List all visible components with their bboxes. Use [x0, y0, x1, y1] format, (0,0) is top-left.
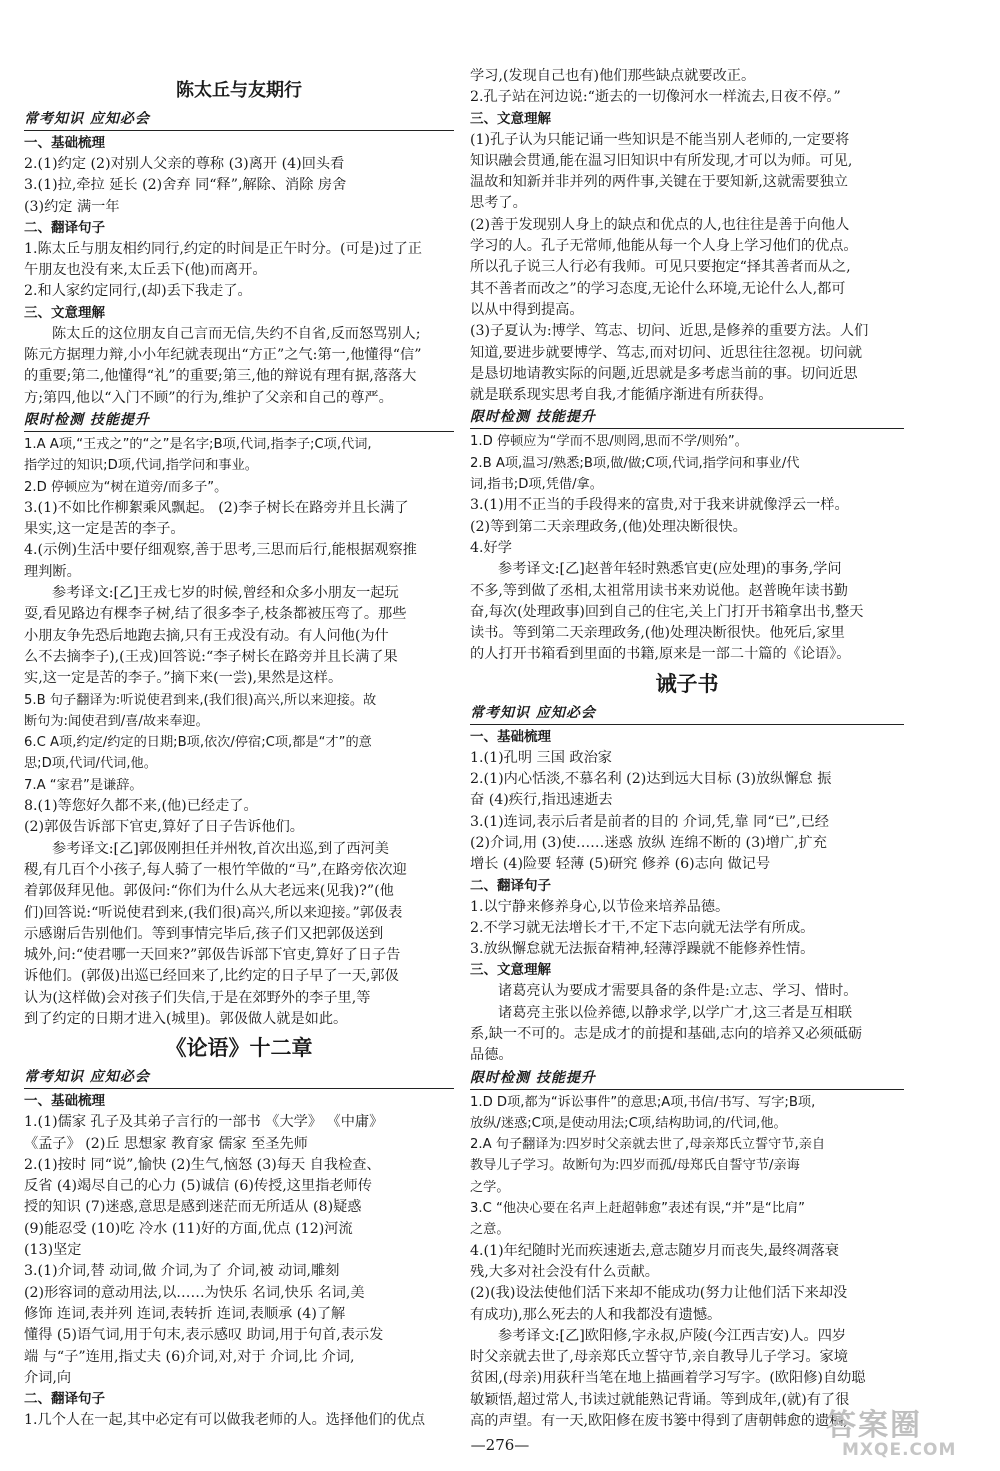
- text-line: 参考译文:[乙]欧阳修,字永叔,庐陵(今江西吉安)人。四岁: [498, 1327, 847, 1344]
- text-line: 诸葛亮主张以俭养德,以静求学,以学广才,这三者是互相联: [498, 1004, 853, 1021]
- text-line: 2.B A项,温习/熟悉;B项,做/做;C项,代词,指学问和事业/代: [470, 455, 800, 471]
- text-line: 8.(1)等您好久都不来,(他)已经走了。: [24, 798, 258, 815]
- text-line: 敏颖悟,超过常人,书读过就能熟记背诵。等到成年,(就)有了很: [470, 1391, 850, 1408]
- text-line: (3)子夏认为:博学、笃志、切问、近思,是修养的重要方法。人们: [470, 323, 869, 340]
- text-line: 稷,有几百个小孩子,每人骑了一根竹竿做的“马”,在路旁依次迎: [24, 861, 407, 878]
- text-line: 2.A 句子翻译为:四岁时父亲就去世了,母亲郑氏立誓守节,亲自: [470, 1137, 826, 1153]
- text-line: 时父亲就去世了,母亲郑氏立誓守节,亲自教导儿子学习。家境: [470, 1349, 848, 1366]
- text-line: 3.(1)连词,表示后者是前者的目的 介词,凭,靠 同“已”,已经: [470, 813, 829, 830]
- text-line: 5.B 句子翻译为:听说使君到来,(我们很)高兴,所以来迎接。故: [24, 692, 377, 708]
- text-line: 3.(1)不如比作柳絮乘风飘起。 (2)李子树长在路旁并且长满了: [24, 499, 409, 516]
- text-line: 知识融会贯通,能在温习旧知识中有所发现,才可以为师。可见,: [470, 152, 853, 169]
- text-line: 的人打开书箱看到里面的书籍,原来是一部二十篇的《论语》。: [470, 646, 851, 663]
- text-line: 方;第四,他以“入门不顾”的行为,维护了父亲和自己的尊严。: [24, 389, 393, 406]
- subheading: 一、基础梳理: [24, 1093, 105, 1110]
- text-line: 到了约定的日期才进入(城里)。郭伋做人就是如此。: [24, 1010, 348, 1027]
- text-line: 2.(1)约定 (2)对别人父亲的尊称 (3)离开 (4)回头看: [24, 156, 345, 172]
- text-line: 么不去摘李子),(王戎)回答说:“李子树长在路旁并且长满了果: [24, 648, 398, 665]
- text-line: 高的声望。有一天,欧阳修在废书篓中得到了唐朝韩愈的遗稿,: [470, 1413, 848, 1430]
- section-banner: 限时检测 技能提升: [24, 409, 454, 432]
- text-line: 2.(1)按时 同“说”,愉快 (2)生气,恼怒 (3)每天 自我检查、: [24, 1156, 381, 1173]
- text-line: 诸葛亮认为要成才需要具备的条件是:立志、学习、惜时。: [498, 983, 858, 1000]
- text-line: 耍,看见路边有棵李子树,结了很多李子,枝条都被压弯了。那些: [24, 606, 407, 623]
- text-line: 2.D 停顿应为“树在道旁/而多子”。: [24, 479, 228, 495]
- text-line: 6.C A项,约定/约定的日期;B项,依次/停宿;C项,都是“才”的意: [24, 735, 372, 751]
- text-line: 思;D项,代词/代词,他。: [24, 756, 157, 772]
- text-line: 7.A “家君”是谦辞。: [24, 777, 143, 793]
- text-line: 2.(1)内心恬淡,不慕名利 (2)达到远大目标 (3)放纵懈怠 振: [470, 771, 832, 788]
- text-line: 陈太丘的这位朋友自己言而无信,失约不自省,反而怒骂别人;: [52, 325, 421, 342]
- watermark-text: 答案圈: [826, 1408, 922, 1443]
- subheading: 二、翻译句子: [24, 219, 105, 236]
- text-line: 1.陈太丘与朋友相约同行,约定的时间是正午时分。(可是)过了正: [24, 240, 422, 257]
- text-line: 诉他们。(郭伋)出巡已经回来了,比约定的日子早了一天,郭伋: [24, 968, 399, 985]
- right-column: [470, 66, 904, 1432]
- text-line: 奋,每次(处理政事)回到自己的住宅,关上门打开书箱拿出书,整天: [470, 603, 864, 620]
- text-line: 果实,这一定是苦的李子。: [24, 521, 185, 538]
- watermark-url: MXQE.COM: [842, 1440, 957, 1460]
- text-line: 3.(1)用不正当的手段得来的富贵,对于我来讲就像浮云一样。: [470, 497, 849, 514]
- text-line: 《孟子》 (2)丘 思想家 教育家 儒家 至圣先师: [24, 1135, 308, 1152]
- text-line: 认为(这样做)会对孩子们失信,于是在郊野外的李子里,等: [24, 989, 371, 1006]
- text-line: 1.D D项,都为“诉讼事件”的意思;A项,书信/书写、写字;B项,: [470, 1094, 816, 1110]
- text-line: 学习的人。孔子无常师,他能从每一个人身上学习他们的优点。: [470, 238, 858, 255]
- text-line: 教导儿子学习。故断句为:四岁而孤/母郑氏自誓守节/亲诲: [470, 1158, 800, 1174]
- text-line: 陈元方据理力辩,小小年纪就表现出“方正”之气:第一,他懂得“信”: [24, 347, 422, 364]
- text-line: (3)约定 满一年: [24, 198, 120, 215]
- text-line: 示感谢后告别他们。等到事情完毕后,孩子们又把郭伋送到: [24, 925, 384, 942]
- text-line: 修饰 连词,表并列 连词,表转折 连词,表顺承 (4)了解: [24, 1305, 346, 1322]
- section-title: 诫子书: [655, 670, 719, 696]
- text-line: 不多,等到做了丞相,太祖常用读书来劝说他。赵普晚年读书勤: [470, 582, 848, 599]
- text-line: 2.孔子站在河边说:“逝去的一切像河水一样流去,日夜不停。”: [470, 89, 841, 106]
- text-line: 知道,要进步就要博学、笃志,而对切问、近思往往忽视。切问就: [470, 344, 863, 361]
- text-line: 是恳切地请教实际的问题,近思就是多考虑当前的事。切问近思: [470, 365, 858, 382]
- left-column: [24, 74, 454, 1431]
- subheading: 三、文意理解: [470, 110, 551, 127]
- text-line: 们)回答说:“听说使君到来,(我们很)高兴,所以来迎接。”郭伋表: [24, 904, 403, 921]
- text-line: 1.(1)儒家 孔子及其弟子言行的一部书 《大学》 《中庸》: [24, 1114, 384, 1131]
- subheading: 二、翻译句子: [24, 1391, 105, 1408]
- text-line: 3.放纵懈怠就无法振奋精神,轻薄浮躁就不能修养性情。: [470, 941, 815, 958]
- section-title: 《论语》十二章: [165, 1035, 313, 1061]
- text-line: 词,指书;D项,凭借/拿。: [470, 477, 603, 493]
- section-banner: 限时检测 技能提升: [470, 406, 904, 429]
- section-banner: 常考知识 应知必会: [470, 702, 904, 725]
- text-line: (2)善于发现别人身上的缺点和优点的人,也往往是善于向他人: [470, 216, 850, 233]
- subheading: 一、基础梳理: [470, 728, 551, 745]
- text-line: 3.(1)介词,替 动词,做 介词,为了 介词,被 动词,雕刻: [24, 1263, 340, 1280]
- text-line: (2)(我)设法使他们活下来却不能成功(努力让他们活下来却没: [470, 1285, 848, 1302]
- text-line: 4.好学: [470, 539, 512, 556]
- text-line: 参考译文:[乙]王戎七岁的时候,曾经和众多小朋友一起玩: [52, 585, 399, 602]
- section-banner: 常考知识 应知必会: [24, 108, 454, 131]
- text-line: (13)坚定: [24, 1242, 82, 1259]
- text-line: 4.(1)年纪随时光而疾速逝去,意志随岁月而丧失,最终凋落衰: [470, 1242, 839, 1259]
- text-line: 指学过的知识;D项,代词,指学问和事业。: [24, 458, 258, 474]
- text-line: 之意。: [470, 1222, 510, 1238]
- text-line: 4.(示例)生活中要仔细观察,善于思考,三思而后行,能根据观察推: [24, 542, 417, 559]
- text-line: 思考了。: [470, 195, 527, 212]
- text-line: (2)形容词的意动用法,以……为快乐 名词,快乐 名词,美: [24, 1284, 365, 1301]
- section-banner: 限时检测 技能提升: [470, 1067, 904, 1090]
- text-line: 放纵/迷惑;C项,是使动用法;C项,结构助词,的/代词,他。: [470, 1115, 787, 1131]
- text-line: 增长 (4)险要 轻薄 (5)研究 修养 (6)志向 做记号: [470, 856, 771, 873]
- text-line: 午朋友也没有来,太丘丢下(他)而离开。: [24, 262, 267, 279]
- text-line: 着郭伋拜见他。郭伋问:“你们为什么从大老远来(见我)?”(他: [24, 883, 394, 900]
- text-line: 以从中得到提高。: [470, 301, 584, 318]
- watermark-logo: [818, 1400, 988, 1466]
- text-line: 理判断。: [24, 563, 81, 580]
- text-line: 其不善者而改之”的学习态度,无论什么环境,无论什么人,都可: [470, 280, 846, 297]
- text-line: 就是联系现实思考自我,才能循序渐进有所获得。: [470, 387, 773, 404]
- text-line: 系,缺一不可的。志是成才的前提和基础,志向的培养又必须砥砺: [470, 1025, 863, 1042]
- text-line: 城外,问:“使君哪一天回来?”郭伋告诉部下官吏,算好了日子告: [24, 947, 401, 964]
- page-number: —276—: [470, 1436, 530, 1454]
- text-line: 授的知识 (7)迷惑,意思是感到迷茫而无所适从 (8)疑惑: [24, 1199, 362, 1216]
- text-line: 参考译文:[乙]郭伋刚担任并州牧,首次出巡,到了西河美: [52, 840, 389, 857]
- text-line: 3.C “他决心要在名声上赶超韩愈”表述有误,“并”是“比肩”: [470, 1201, 805, 1217]
- text-line: 读书。等到第二天亲理政务,(他)处理决断很快。他死后,家里: [470, 625, 845, 642]
- text-line: 残,大多对社会没有什么贡献。: [470, 1263, 659, 1280]
- text-line: 参考译文:[乙]赵普年轻时熟悉官吏(应处理)的事务,学问: [498, 561, 842, 578]
- subheading: 二、翻译句子: [470, 877, 551, 894]
- subheading: 三、文意理解: [470, 962, 551, 979]
- text-line: 2.和人家约定同行,(却)丢下我走了。: [24, 283, 252, 300]
- text-line: (2)等到第二天亲理政务,(他)处理决断很快。: [470, 518, 747, 535]
- text-line: 小朋友争先恐后地跑去摘,只有王戎没有动。有人问他(为什: [24, 627, 389, 644]
- text-line: (2)介词,用 (3)使……迷惑 放纵 连绵不断的 (3)增广,扩充: [470, 834, 827, 851]
- text-line: 之学。: [470, 1179, 510, 1195]
- subheading: 一、基础梳理: [24, 135, 105, 151]
- text-line: 端 与“子”连用,指丈夫 (6)介词,对,对于 介词,比 介词,: [24, 1348, 355, 1365]
- text-line: 反省 (4)竭尽自己的心力 (5)诚信 (6)传授,这里指老师传: [24, 1178, 372, 1195]
- text-line: (1)孔子认为只能记诵一些知识是不能当别人老师的,一定要将: [470, 131, 850, 148]
- text-line: (9)能忍受 (10)吃 冷水 (11)好的方面,优点 (12)河流: [24, 1220, 353, 1237]
- text-line: (2)郭伋告诉部下官吏,算好了日子告诉他们。: [24, 819, 304, 836]
- text-line: 的重要;第二,他懂得“礼”的重要;第三,他的辩说有理有据,落落大: [24, 368, 417, 385]
- text-line: 断句为:闻使君到/喜/故来奉迎。: [24, 713, 209, 729]
- text-line: 所以孔子说三人行必有我师。可见只要抱定“择其善者而从之,: [470, 259, 851, 276]
- text-line: 有成功),那么死去的人和我都没有遗憾。: [470, 1306, 722, 1323]
- text-line: 3.(1)拉,牵拉 延长 (2)舍弃 同“释”,解除、消除 房舍: [24, 177, 347, 194]
- text-line: 1.(1)孔明 三国 政治家: [470, 749, 612, 766]
- text-line: 奋 (4)疾行,指迅速逝去: [470, 792, 613, 809]
- text-line: 学习,(发现自己也有)他们那些缺点就要改正。: [470, 68, 756, 84]
- text-line: 品德。: [470, 1047, 513, 1064]
- text-line: 懂得 (5)语气词,用于句末,表示感叹 助词,用于句首,表示发: [24, 1327, 384, 1344]
- text-line: 1.D 停顿应为“学而不思/则罔,思而不学/则殆”。: [470, 434, 748, 450]
- text-line: 1.A A项,“王戎之”的“之”是名字;B项,代词,指李子;C项,代词,: [24, 436, 372, 452]
- text-line: 贫困,(母亲)用荻秆当笔在地上描画着学习写字。(欧阳修)自幼聪: [470, 1370, 866, 1387]
- section-banner: 常考知识 应知必会: [24, 1066, 454, 1089]
- text-line: 介词,向: [24, 1369, 72, 1386]
- text-line: 温故和知新并非并列的两件事,关键在于要知新,这就需要独立: [470, 174, 848, 191]
- text-line: 实,这一定是苦的李子。”摘下来(一尝),果然是这样。: [24, 670, 343, 687]
- text-line: 2.不学习就无法增长才干,不定下志向就无法学有所成。: [470, 919, 815, 936]
- text-line: 1.几个人在一起,其中必定有可以做我老师的人。选择他们的优点: [24, 1412, 426, 1429]
- section-title: 陈太丘与友期行: [176, 80, 302, 101]
- text-line: 1.以宁静来修养身心,以节俭来培养品德。: [470, 898, 730, 915]
- subheading: 三、文意理解: [24, 304, 105, 321]
